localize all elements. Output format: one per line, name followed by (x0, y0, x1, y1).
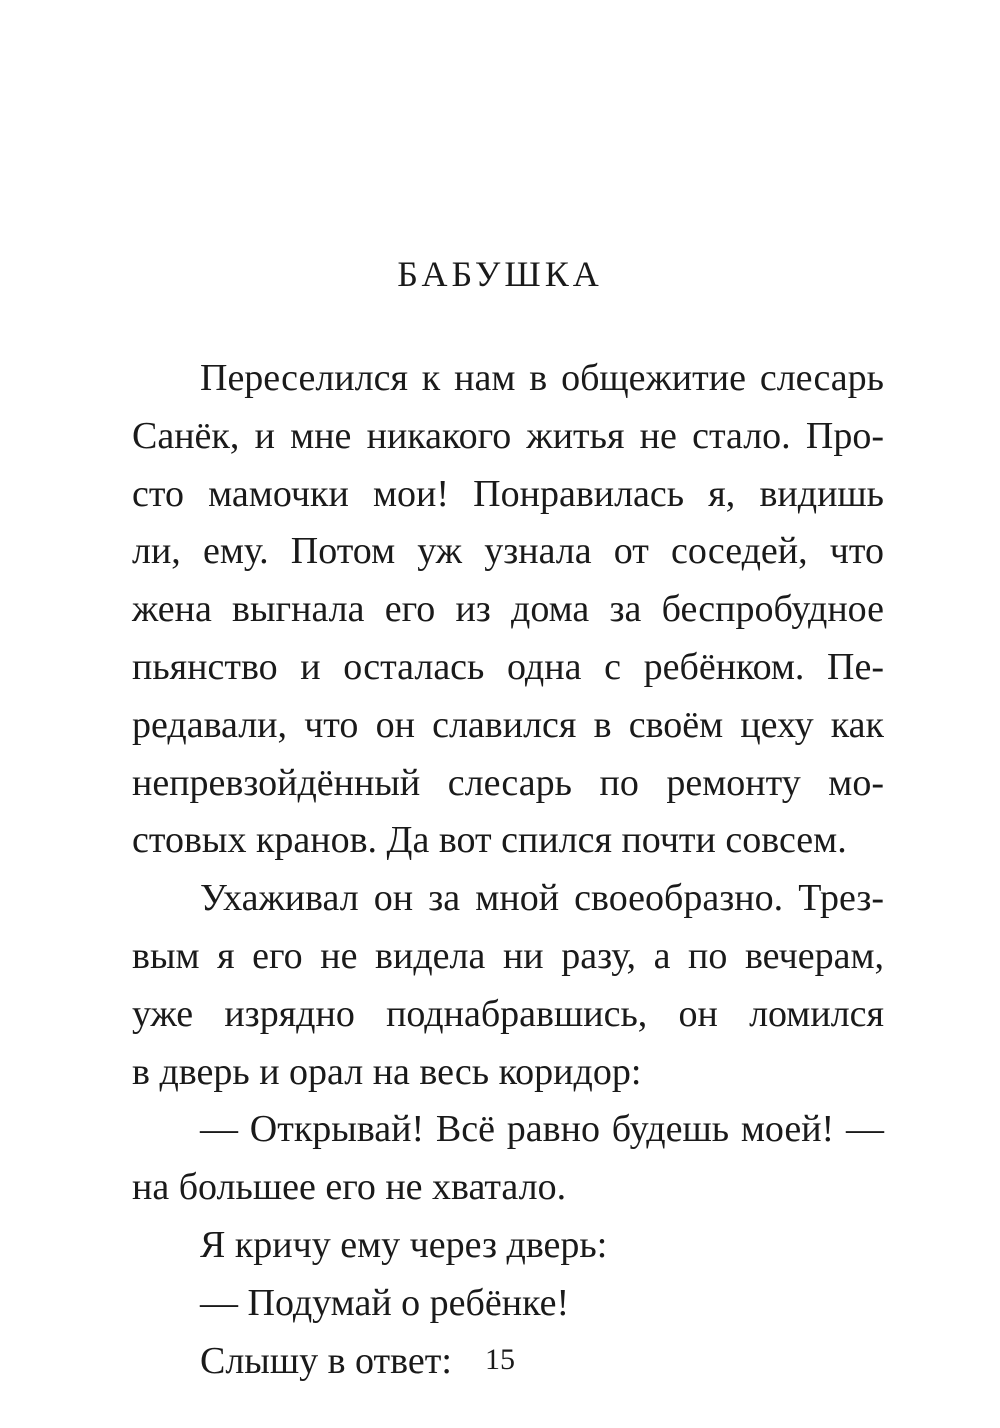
text-line: стовых кранов. Да вот спился почти совсем. (132, 819, 847, 862)
text-line: пьянство и осталась одна с ребёнком. Пе- (132, 645, 884, 688)
text-line: Ухаживал он за мной своеобразно. Трез- (200, 877, 884, 920)
text-line: непревзойдённый слесарь по ремонту мо- (132, 761, 884, 804)
text-line: — Подумай о ребёнке! (200, 1281, 570, 1324)
body-text (132, 350, 884, 1390)
text-line: сто мамочки мои! Понравилась я, видишь (132, 472, 884, 515)
text-line: Я кричу ему через дверь: (200, 1223, 608, 1266)
page-number: 15 (485, 1343, 515, 1376)
text-line: Переселился к нам в общежитие слесарь (200, 357, 884, 399)
text-line: вым я его не видела ни разу, а по вечерам, (132, 934, 884, 977)
text-line: ли, ему. Потом уж узнала от соседей, что (132, 530, 884, 573)
text-line: редавали, что он славился в своём цеху как (132, 703, 884, 746)
text-line: в дверь и орал на весь коридор: (132, 1050, 642, 1093)
text-line: Слышу в ответ: (200, 1339, 452, 1382)
text-line: — Открывай! Всё равно будешь моей! — (200, 1108, 884, 1151)
text-line: на большее его не хватало. (132, 1166, 567, 1209)
chapter-title: БАБУШКА (397, 254, 603, 294)
text-line: жена выгнала его из дома за беспробудное (132, 588, 884, 631)
text-line: уже изрядно поднабравшись, он ломился (132, 992, 884, 1035)
text-line: Санёк, и мне никакого житья не стало. Про- (132, 414, 884, 457)
